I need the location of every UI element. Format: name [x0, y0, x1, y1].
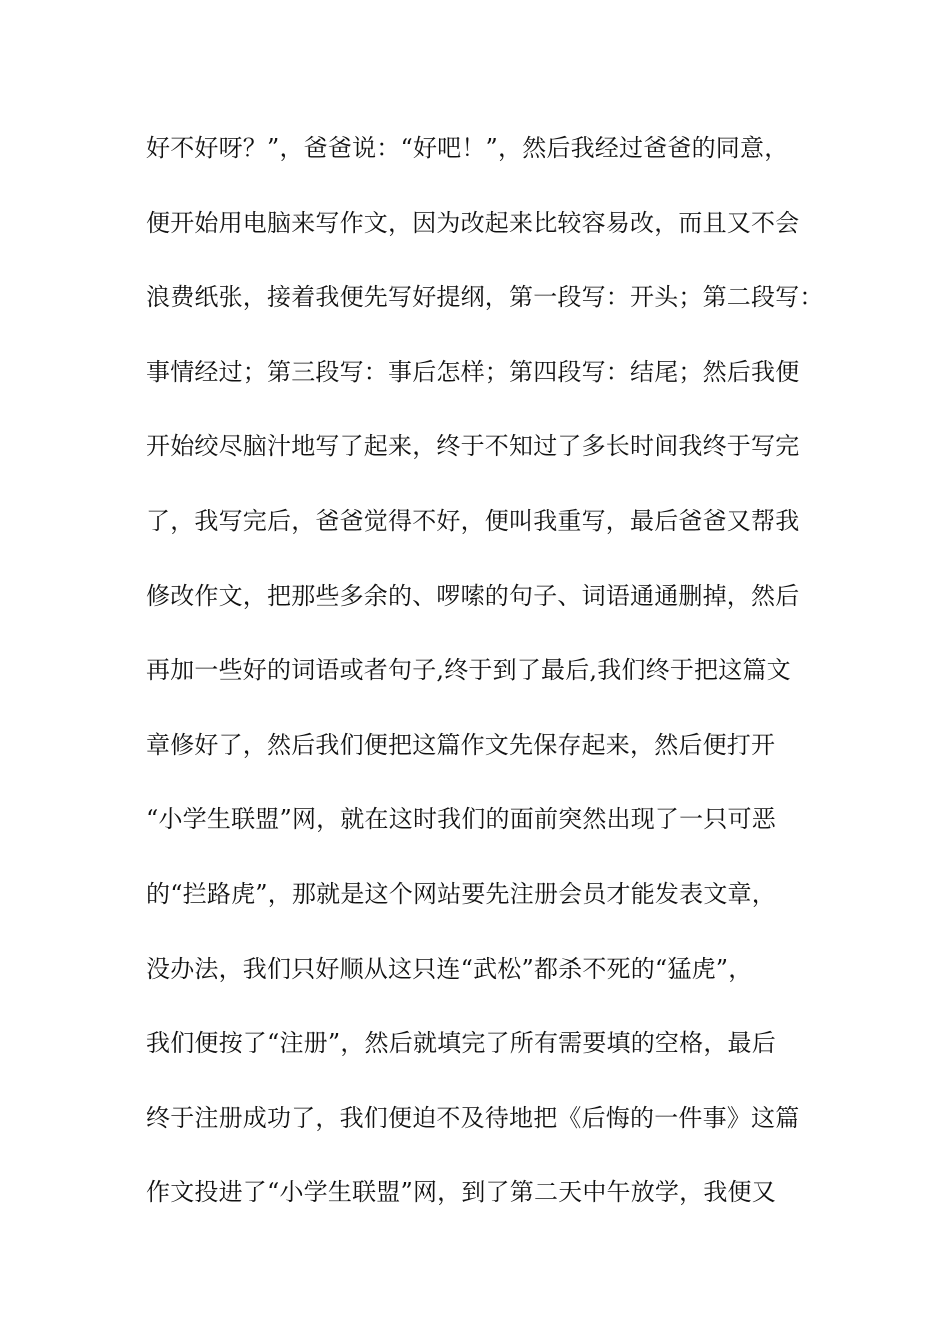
text-line: 修改作文，把那些多余的、啰嗦的句子、词语通通删掉，然后	[146, 581, 800, 610]
text-line: 的“拦路虎”，那就是这个网站要先注册会员才能发表文章，	[146, 879, 776, 908]
body-text	[146, 130, 826, 1249]
text-line: 事情经过；第三段写：事后怎样；第四段写：结尾；然后我便	[146, 357, 800, 386]
text-line: 再加一些好的词语或者句子,终于到了最后,我们终于把这篇文	[146, 656, 791, 685]
text-line: 开始绞尽脑汁地写了起来，终于不知过了多长时间我终于写完	[146, 432, 800, 461]
text-line: 便开始用电脑来写作文，因为改起来比较容易改，而且又不会	[146, 208, 800, 237]
text-line: 终于注册成功了，我们便迫不及待地把《后悔的一件事》这篇	[146, 1103, 800, 1132]
text-line: “小学生联盟”网，就在这时我们的面前突然出现了一只可恶	[146, 805, 776, 834]
text-line: 了，我写完后，爸爸觉得不好，便叫我重写，最后爸爸又帮我	[146, 506, 800, 535]
text-line: 作文投进了“小学生联盟”网，到了第二天中午放学，我便又	[146, 1178, 776, 1207]
text-line: 浪费纸张，接着我便先写好提纲，第一段写：开头；第二段写：	[146, 283, 824, 312]
text-line: 章修好了，然后我们便把这篇作文先保存起来，然后便打开	[146, 730, 776, 759]
text-line: 好不好呀？”，爸爸说：“好吧！”，然后我经过爸爸的同意，	[146, 134, 789, 162]
text-line: 我们便按了“注册”，然后就填完了所有需要填的空格，最后	[146, 1029, 776, 1058]
text-line: 没办法，我们只好顺从这只连“武松”都杀不死的“猛虎”，	[146, 954, 753, 983]
